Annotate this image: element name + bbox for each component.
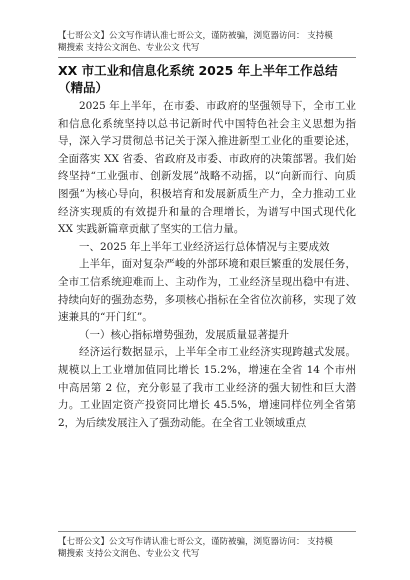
document-title: XX 市工业和信息化系统 2025 年上半年工作总结（精品） — [58, 63, 338, 95]
paragraph-intro: 2025 年上半年，在市委、市政府的坚强领导下，全市工业和信息化系统坚持以总书记新时代中国特色社会主义思想为指导，深入学习贯彻总书记关于深入推进新型工业化的重要论述，全面落实 XX 省委、省政府及市委、市政府的决策部署。我们始终坚持“工业强市、创新发展”战略不动摇，以“向新而行、向质图强”为核心导向，积极培育和发展新质生产力，全力推动工业经济实现质的有效提升和量的合理增长，为谱写中国式现代化 XX 实践新篇章贡献了坚实的工信力量。 — [58, 100, 356, 236]
header-line-2: 糊搜索 支持公文润色、专业公文 代写 — [58, 43, 200, 53]
paragraph-indicators: 经济运行数据显示，上半年全市工业经济实现跨越式发展。规模以上工业增加值同比增长 15.2%，增速在全省 14 个市州中高居第 2 位，充分彰显了我市工业经济的强大韧性和巨大潜力。工业固定资产投资同比增长 45.5%，增速同样位列全省第 2，为后续发展注入了强劲动能。在全省工业领域重点 — [58, 346, 356, 429]
page-header — [58, 30, 358, 54]
header-line-1: 【七哥公文】公文写作请认准七哥公文，谨防被骗，浏览器访问： 支持模 — [58, 31, 333, 41]
subsection-heading-1: （一）核心指标增势强劲，发展质量显著提升 — [79, 328, 289, 341]
footer-line-2: 糊搜索 支持公文润色、专业公文 代写 — [58, 549, 200, 559]
document-body — [58, 98, 356, 432]
header-divider — [58, 57, 356, 58]
page-footer — [58, 536, 358, 560]
footer-line-1: 【七哥公文】公文写作请认准七哥公文，谨防被骗，浏览器访问： 支持模 — [58, 537, 333, 547]
section-heading-1: 一、2025 年上半年工业经济运行总体情况与主要成效 — [79, 240, 330, 253]
paragraph-overview: 上半年，面对复杂严峻的外部环境和艰巨繁重的发展任务，全市工信系统迎难而上、主动作为，工业经济呈现出稳中有进、持续向好的强劲态势，多项核心指标在全省位次前移，实现了效速兼具的“开门红”。 — [58, 258, 356, 324]
footer-divider — [58, 531, 356, 532]
